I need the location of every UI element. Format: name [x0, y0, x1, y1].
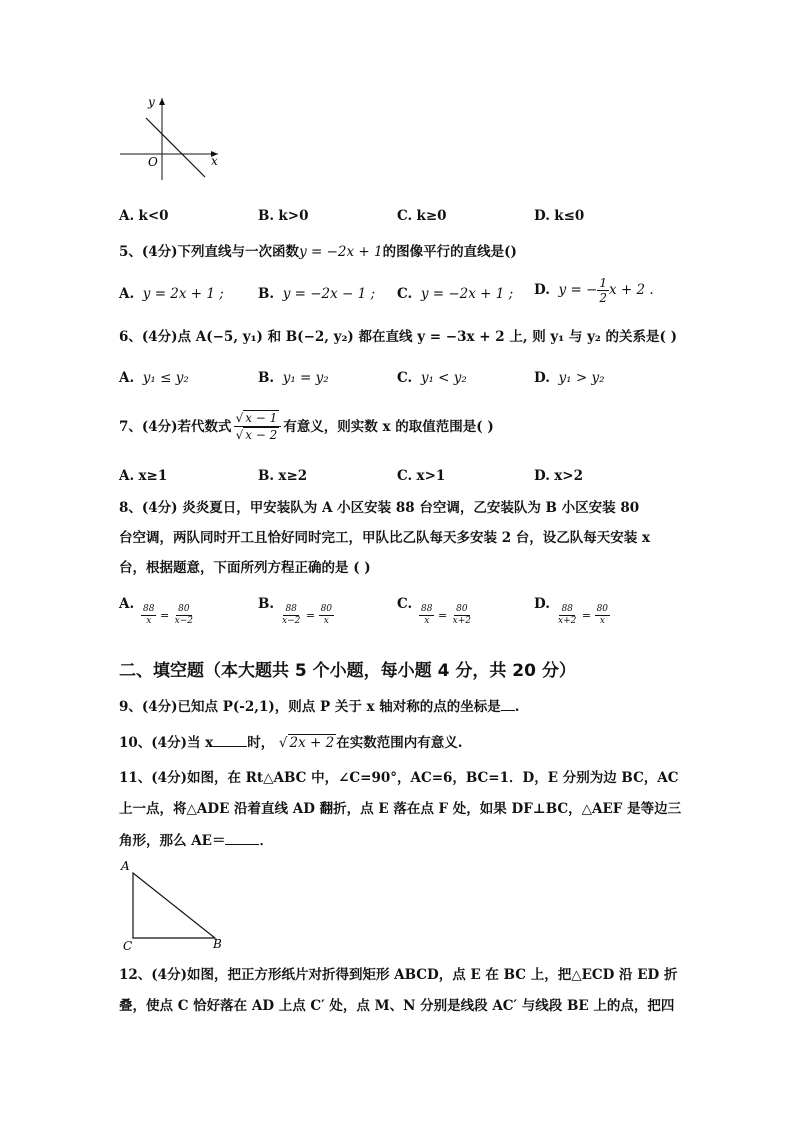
q5-d-fraction: $\frac{1}{2}$: [599, 276, 608, 305]
q10-stem: 10、(4分)当 x 时， √ 2x + 2 在实数范围内有意义.: [119, 732, 462, 753]
q8-line-1: 8、(4分) 炎炎夏日，甲安装队为 A 小区安装 88 台空调，乙安装队为 B 小区安装 80: [119, 500, 640, 516]
q5-option-c: C. y = −2x + 1 ;: [397, 286, 514, 302]
line-graph-figure: [110, 92, 230, 182]
q5-option-a: A. y = 2x + 1 ;: [119, 286, 224, 302]
q12-line-2: 叠，使点 C 恰好落在 AD 上点 C′ 处，点 M、N 分别是线段 AC′ 与线段 BE 上的点，把四: [119, 998, 675, 1014]
q8-option-c: C. $\frac{88}{x}$ = $\frac{80}{x+2}$: [397, 596, 472, 626]
q9-answer-blank: [501, 696, 515, 711]
q7-stem: 7、(4分)若代数式 $\frac{√ x - 1}{√ x - 2}$ 有意义，则实数 x 的取值范围是( ): [119, 411, 494, 442]
q10-answer-blank: [213, 732, 247, 747]
q6-option-c: C. y₁ < y₂: [397, 370, 467, 386]
q8-option-b: B. $\frac{88}{x-2}$ = $\frac{80}{x}$: [258, 596, 333, 626]
y-axis-label: y: [148, 95, 155, 109]
q4-option-d: D. k≤0: [534, 208, 585, 224]
vertex-b-label: B: [213, 937, 222, 951]
section-2-title: 二、填空题（本大题共 5 个小题，每小题 4 分，共 20 分）: [119, 661, 576, 681]
q8-line-3: 台，根据题意，下面所列方程正确的是 ( ): [119, 560, 371, 576]
q7-radical-fraction: $\frac{√ x - 1}{√ x - 2}$: [234, 410, 282, 443]
q5-stem: 5、(4分)下列直线与一次函数y = −2x + 1的图像平行的直线是(): [119, 244, 517, 260]
vertex-a-label: A: [121, 859, 130, 873]
q8-line-2: 台空调，两队同时开工且恰好同时完工，甲队比乙队每天多安装 2 台，设乙队每天安装 x: [119, 530, 651, 546]
q9-stem: 9、(4分)已知点 P(-2,1)，则点 P 关于 x 轴对称的点的坐标是 .: [119, 696, 519, 717]
q6-option-d: D. y₁ > y₂: [534, 370, 605, 386]
q12-line-1: 12、(4分)如图，把正方形纸片对折得到矩形 ABCD，点 E 在 BC 上，把△ECD 沿 ED 折: [119, 967, 678, 983]
x-axis-label: x: [211, 154, 218, 168]
q8-option-d: D. $\frac{88}{x+2}$ = $\frac{80}{x}$: [534, 596, 609, 626]
triangle-figure: [116, 856, 226, 952]
q11-line-2: 上一点，将△ADE 沿着直线 AD 翻折，点 E 落在点 F 处，如果 DF⊥BC，△AEF 是等边三: [119, 801, 682, 817]
vertex-c-label: C: [123, 939, 133, 952]
q6-stem: 6、(4分)点 A(−5, y₁) 和 B(−2, y₂) 都在直线 y = −3x + 2 上, 则 y₁ 与 y₂ 的关系是( ): [119, 329, 678, 345]
q5-option-d: D. y = − $\frac{1}{2}$ x + 2 .: [534, 276, 654, 305]
q7-option-d: D. x>2: [534, 468, 583, 484]
q7-option-a: A. x≥1: [119, 468, 168, 484]
q7-option-b: B. x≥2: [258, 468, 308, 484]
q4-option-c: C. k≥0: [397, 208, 447, 224]
q6-option-b: B. y₁ = y₂: [258, 370, 329, 386]
q7-option-c: C. x>1: [397, 468, 446, 484]
q11-line-3: 角形，那么 AE＝ ．: [119, 830, 273, 851]
triangle-abc: [133, 873, 215, 938]
q11-line-1: 11、(4分)如图，在 Rt△ABC 中，∠C=90°，AC=6，BC=1．D，E 分别为边 BC，AC: [119, 770, 679, 786]
q4-option-b: B. k>0: [258, 208, 309, 224]
q4-option-a: A. k<0: [119, 208, 169, 224]
q6-option-a: A. y₁ ≤ y₂: [119, 370, 189, 386]
q8-option-a: A. $\frac{88}{x}$ = $\frac{80}{x-2}$: [119, 596, 194, 626]
q11-answer-blank: [225, 830, 259, 845]
q5-option-b: B. y = −2x − 1 ;: [258, 286, 376, 302]
origin-label: O: [148, 155, 158, 169]
y-axis-arrow: [159, 98, 165, 105]
